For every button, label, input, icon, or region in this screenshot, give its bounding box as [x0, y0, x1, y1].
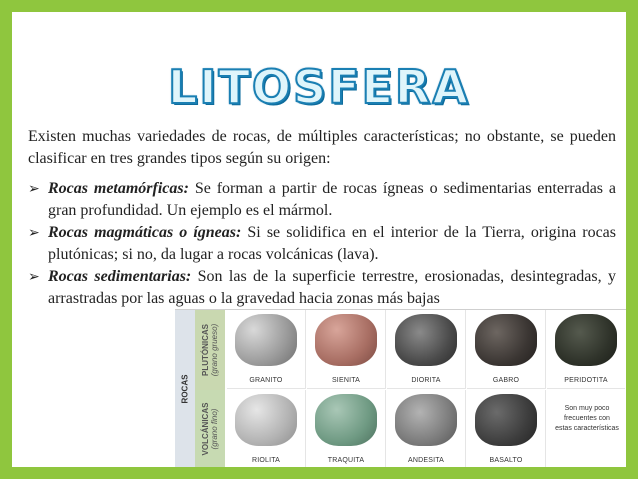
- rock-image: [235, 394, 297, 446]
- rock-image: [475, 394, 537, 446]
- rock-cell-sienita: [307, 310, 386, 389]
- row-label-plutonic: [195, 310, 225, 390]
- group-label: [175, 310, 195, 467]
- watermark: fppt.com: [562, 449, 612, 462]
- rock-cell-peridotita: [547, 310, 625, 389]
- rock-cell-gabro: [467, 310, 546, 389]
- rock-types-list: [28, 178, 616, 310]
- rock-cell-traquita: [307, 390, 386, 467]
- rock-name: GRANITO: [249, 377, 283, 384]
- rock-image: [395, 394, 457, 446]
- rock-cell-andesita: [387, 390, 466, 467]
- list-item: [28, 266, 616, 310]
- rock-image: [315, 394, 377, 446]
- slide: [12, 12, 626, 467]
- list-item: [28, 222, 616, 266]
- rock-name: TRAQUITA: [327, 457, 365, 464]
- rock-name: DIORITA: [411, 377, 441, 384]
- rock-image: [395, 314, 457, 366]
- table-note: Son muy poco frecuentes con estas características: [555, 405, 619, 432]
- rock-type-term: Rocas sedimentarias:: [48, 268, 192, 285]
- arrow-right-icon: ➢: [28, 269, 40, 285]
- row-label-volcanic: [195, 390, 225, 467]
- rock-cell-granito: [227, 310, 306, 389]
- arrow-right-icon: ➢: [28, 181, 40, 197]
- rock-type-description: Son las de la superficie terrestre, erosionadas, desintegradas, y arrastradas por las aguas o la gravedad hacia zonas más bajas: [48, 268, 616, 307]
- rock-classification-table: [175, 309, 626, 467]
- slide-title: LITOSFERA: [168, 60, 470, 114]
- group-label-text: ROCAS: [180, 374, 190, 404]
- list-item: [28, 178, 616, 222]
- rock-type-term: Rocas magmáticas o ígneas:: [48, 224, 242, 241]
- rock-image: [475, 314, 537, 366]
- intro-paragraph: Existen muchas variedades de rocas, de múltiples características; no obstante, se pueden clasificar en tres grandes tipos según su origen:: [28, 128, 616, 167]
- rock-cell-basalto: [467, 390, 546, 467]
- rock-cell-diorita: [387, 310, 466, 389]
- row-label-text: PLUTÓNICAS (grano grueso): [201, 323, 219, 377]
- rock-type-term: Rocas metamórficas:: [48, 180, 189, 197]
- rock-name: RIOLITA: [251, 457, 281, 464]
- rock-name: GABRO: [492, 377, 520, 384]
- rock-type-description: Se forman a partir de rocas ígneas o sedimentarias enterradas a gran profundidad. Un ejemplo es el mármol.: [48, 180, 616, 219]
- rock-name: BASALTO: [489, 457, 523, 464]
- rock-image: [555, 314, 617, 366]
- rock-type-description: Si se solidifica en el interior de la Tierra, origina rocas plutónicas; si no, da lugar a rocas volcánicas (lava).: [48, 224, 617, 263]
- rock-image: [315, 314, 377, 366]
- rock-name: ANDESITA: [407, 457, 445, 464]
- rock-name: PERIDOTITA: [564, 377, 608, 384]
- row-label-text: VOLCÁNICAS (grano fino): [201, 402, 219, 456]
- rock-name: SIENITA: [331, 377, 361, 384]
- rock-cell-riolita: [227, 390, 306, 467]
- arrow-right-icon: ➢: [28, 225, 40, 241]
- rock-image: [235, 314, 297, 366]
